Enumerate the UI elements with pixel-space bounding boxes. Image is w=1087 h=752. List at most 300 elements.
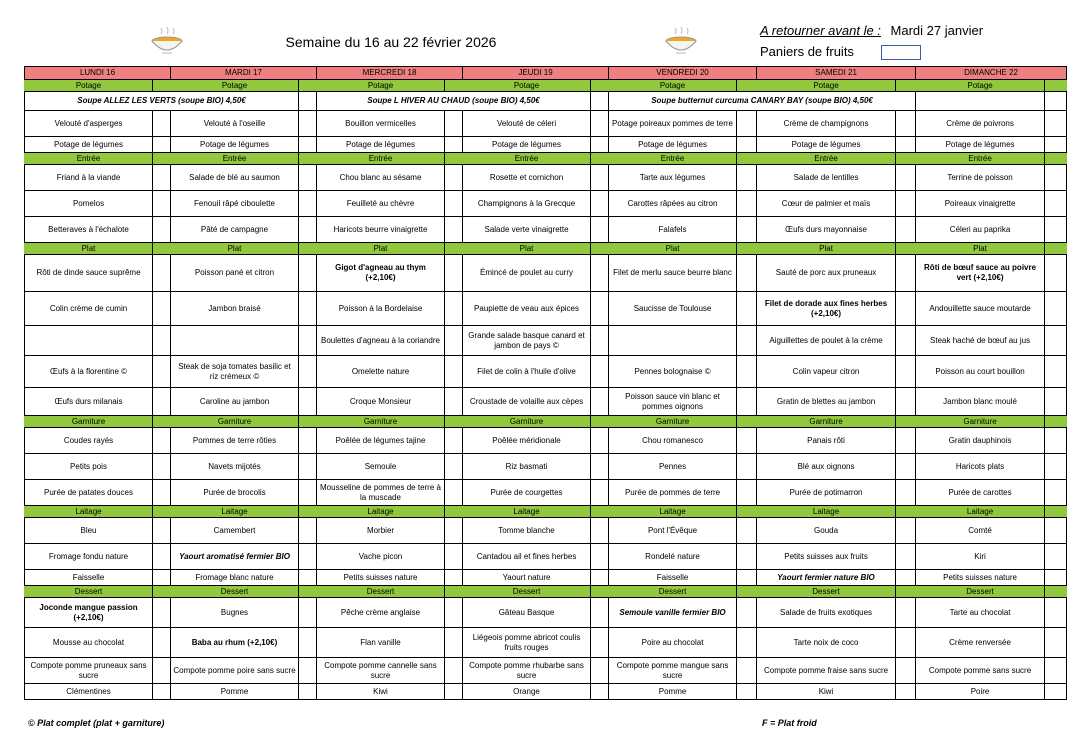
order-quantity-cell xyxy=(153,518,171,544)
section-header-row xyxy=(25,153,1067,165)
menu-item: Steak haché de bœuf au jus xyxy=(916,326,1045,356)
menu-item: Tarte au chocolat xyxy=(916,598,1045,628)
section-header-spacer xyxy=(299,416,317,428)
order-quantity-cell xyxy=(1045,356,1067,388)
menu-item: Pêche crème anglaise xyxy=(317,598,445,628)
section-header-row xyxy=(25,506,1067,518)
menu-item: Velouté à l'oseille xyxy=(171,111,299,137)
order-quantity-cell xyxy=(737,598,757,628)
order-quantity-cell xyxy=(591,111,609,137)
section-header-spacer xyxy=(445,153,463,165)
order-quantity-cell xyxy=(591,137,609,153)
order-quantity-cell xyxy=(591,480,609,506)
menu-item: Tomme blanche xyxy=(463,518,591,544)
order-quantity-cell xyxy=(1045,217,1067,243)
menu-item: Salade de blé au saumon xyxy=(171,165,299,191)
order-quantity-cell xyxy=(299,111,317,137)
order-quantity-cell xyxy=(591,165,609,191)
soup-of-week-row xyxy=(25,92,1067,111)
order-quantity-cell xyxy=(896,518,916,544)
order-quantity-cell xyxy=(737,570,757,586)
section-header-spacer xyxy=(153,586,171,598)
order-quantity-cell xyxy=(445,137,463,153)
order-quantity-cell xyxy=(896,628,916,658)
order-quantity-cell xyxy=(1045,544,1067,570)
menu-item: Compote pomme poire sans sucre xyxy=(171,658,299,684)
section-header-spacer xyxy=(1045,243,1067,255)
section-header: Entrée xyxy=(25,153,153,165)
menu-item: Betteraves à l'échalote xyxy=(25,217,153,243)
order-quantity-cell xyxy=(737,111,757,137)
section-header: Garniture xyxy=(609,416,737,428)
menu-item: Compote pomme pruneaux sans sucre xyxy=(25,658,153,684)
order-quantity-cell xyxy=(591,684,609,700)
order-quantity-cell xyxy=(896,292,916,326)
order-quantity-cell xyxy=(153,137,171,153)
order-quantity-cell xyxy=(445,454,463,480)
section-header-spacer xyxy=(591,586,609,598)
menu-item: Potage de légumes xyxy=(25,137,153,153)
menu-row xyxy=(25,356,1067,388)
menu-item: Gratin de blettes au jambon xyxy=(757,388,896,416)
order-quantity-cell xyxy=(737,356,757,388)
order-quantity-cell xyxy=(445,480,463,506)
order-quantity-cell xyxy=(445,191,463,217)
order-quantity-cell xyxy=(896,165,916,191)
soup-bowl-icon xyxy=(150,24,184,58)
menu-row xyxy=(25,217,1067,243)
menu-item xyxy=(25,326,153,356)
section-header-spacer xyxy=(445,586,463,598)
menu-item: Crème renversée xyxy=(916,628,1045,658)
order-quantity-cell xyxy=(1045,454,1067,480)
order-quantity-cell xyxy=(591,598,609,628)
section-header-spacer xyxy=(1045,416,1067,428)
order-quantity-cell xyxy=(591,356,609,388)
menu-item: Pomme xyxy=(171,684,299,700)
menu-item: Blé aux oignons xyxy=(757,454,896,480)
order-quantity-cell xyxy=(591,388,609,416)
menu-item: Poisson pané et citron xyxy=(171,255,299,292)
section-header-spacer xyxy=(153,506,171,518)
order-quantity-cell xyxy=(445,326,463,356)
order-quantity-cell xyxy=(299,598,317,628)
section-header: Garniture xyxy=(463,416,591,428)
menu-item: Croque Monsieur xyxy=(317,388,445,416)
menu-item: Paupiette de veau aux épices xyxy=(463,292,591,326)
order-quantity-cell xyxy=(896,111,916,137)
section-header: Plat xyxy=(609,243,737,255)
section-header: Garniture xyxy=(317,416,445,428)
order-quantity-cell xyxy=(153,326,171,356)
menu-row xyxy=(25,598,1067,628)
section-header: Entrée xyxy=(171,153,299,165)
section-header-spacer xyxy=(299,243,317,255)
order-quantity-cell xyxy=(153,570,171,586)
menu-item: Poêlée méridionale xyxy=(463,428,591,454)
menu-item: Yaourt fermier nature BIO xyxy=(757,570,896,586)
menu-item: Céleri au paprika xyxy=(916,217,1045,243)
order-quantity-cell xyxy=(153,544,171,570)
order-quantity-cell xyxy=(896,137,916,153)
order-quantity-cell xyxy=(153,388,171,416)
order-quantity-cell xyxy=(299,92,317,111)
order-quantity-cell xyxy=(737,518,757,544)
section-header-spacer xyxy=(153,80,171,92)
menu-item: Bleu xyxy=(25,518,153,544)
menu-item: Salade de lentilles xyxy=(757,165,896,191)
order-quantity-cell xyxy=(737,658,757,684)
section-header-spacer xyxy=(591,506,609,518)
menu-item: Yaourt nature xyxy=(463,570,591,586)
menu-item: Haricots plats xyxy=(916,454,1045,480)
menu-item: Camembert xyxy=(171,518,299,544)
menu-item: Poisson sauce vin blanc et pommes oignons xyxy=(609,388,737,416)
menu-row xyxy=(25,326,1067,356)
menu-item: Croustade de volaille aux cèpes xyxy=(463,388,591,416)
menu-item: Jambon blanc moulé xyxy=(916,388,1045,416)
section-header: Plat xyxy=(317,243,445,255)
menu-row xyxy=(25,518,1067,544)
menu-item: Rosette et cornichon xyxy=(463,165,591,191)
order-quantity-cell xyxy=(299,191,317,217)
menu-item: Purée de patates douces xyxy=(25,480,153,506)
section-header-spacer xyxy=(299,506,317,518)
section-header: Potage xyxy=(171,80,299,92)
order-quantity-cell xyxy=(591,544,609,570)
menu-item: Rondelé nature xyxy=(609,544,737,570)
menu-item: Filet de merlu sauce beurre blanc xyxy=(609,255,737,292)
section-header-spacer xyxy=(737,586,757,598)
order-quantity-cell xyxy=(737,628,757,658)
order-quantity-cell xyxy=(896,326,916,356)
order-quantity-cell xyxy=(153,111,171,137)
section-header: Laitage xyxy=(757,506,896,518)
order-quantity-cell xyxy=(1045,292,1067,326)
menu-item: Colin vapeur citron xyxy=(757,356,896,388)
menu-item: Compote pomme mangue sans sucre xyxy=(609,658,737,684)
order-quantity-cell xyxy=(445,544,463,570)
order-quantity-cell xyxy=(591,628,609,658)
menu-row xyxy=(25,480,1067,506)
section-header: Dessert xyxy=(757,586,896,598)
order-quantity-cell xyxy=(1045,111,1067,137)
menu-item: Gouda xyxy=(757,518,896,544)
section-header: Laitage xyxy=(463,506,591,518)
section-header-row xyxy=(25,586,1067,598)
section-header-spacer xyxy=(896,416,916,428)
menu-item: Cœur de palmier et maïs xyxy=(757,191,896,217)
order-quantity-cell xyxy=(1045,598,1067,628)
menu-item: Andouillette sauce moutarde xyxy=(916,292,1045,326)
section-header-spacer xyxy=(299,80,317,92)
order-quantity-cell xyxy=(896,544,916,570)
section-header: Plat xyxy=(463,243,591,255)
order-quantity-cell xyxy=(591,191,609,217)
day-header-row xyxy=(25,67,1067,80)
section-header: Potage xyxy=(463,80,591,92)
section-header: Dessert xyxy=(171,586,299,598)
section-header: Potage xyxy=(916,80,1045,92)
menu-row xyxy=(25,111,1067,137)
section-header: Potage xyxy=(757,80,896,92)
menu-row xyxy=(25,570,1067,586)
order-quantity-cell xyxy=(591,255,609,292)
menu-item: Comté xyxy=(916,518,1045,544)
menu-item: Kiwi xyxy=(317,684,445,700)
menu-item: Petits pois xyxy=(25,454,153,480)
order-quantity-cell xyxy=(737,684,757,700)
menu-row xyxy=(25,292,1067,326)
day-header: JEUDI 19 xyxy=(463,67,609,80)
order-quantity-cell xyxy=(591,217,609,243)
menu-item: Tarte noix de coco xyxy=(757,628,896,658)
section-header-spacer xyxy=(299,586,317,598)
menu-item: Purée de pommes de terre xyxy=(609,480,737,506)
menu-item: Bugnes xyxy=(171,598,299,628)
menu-item: Potage de légumes xyxy=(171,137,299,153)
day-header: MERCREDI 18 xyxy=(317,67,463,80)
order-quantity-cell xyxy=(896,658,916,684)
menu-item: Haricots beurre vinaigrette xyxy=(317,217,445,243)
order-quantity-cell xyxy=(896,356,916,388)
menu-item: Crème de champignons xyxy=(757,111,896,137)
section-header-spacer xyxy=(896,506,916,518)
fruit-baskets-label: Paniers de fruits xyxy=(760,44,854,59)
menu-item: Grande salade basque canard et jambon de pays © xyxy=(463,326,591,356)
order-quantity-cell xyxy=(445,570,463,586)
section-header: Garniture xyxy=(171,416,299,428)
menu-item: Crème de poivrons xyxy=(916,111,1045,137)
order-quantity-cell xyxy=(737,388,757,416)
menu-item: Pommes de terre rôties xyxy=(171,428,299,454)
section-header-spacer xyxy=(591,243,609,255)
section-header: Laitage xyxy=(609,506,737,518)
section-header-row xyxy=(25,80,1067,92)
menu-item: Mousse au chocolat xyxy=(25,628,153,658)
day-header: SAMEDI 21 xyxy=(757,67,916,80)
order-quantity-cell xyxy=(445,165,463,191)
order-quantity-cell xyxy=(737,217,757,243)
order-quantity-cell xyxy=(591,454,609,480)
order-quantity-cell xyxy=(299,454,317,480)
order-quantity-cell xyxy=(299,356,317,388)
section-header-spacer xyxy=(896,586,916,598)
menu-item: Pâté de campagne xyxy=(171,217,299,243)
order-quantity-cell xyxy=(445,388,463,416)
menu-item: Aiguillettes de poulet à la crème xyxy=(757,326,896,356)
section-header: Laitage xyxy=(317,506,445,518)
menu-item: Salade verte vinaigrette xyxy=(463,217,591,243)
section-header-spacer xyxy=(591,80,609,92)
menu-item: Navets mijotés xyxy=(171,454,299,480)
menu-item: Potage de légumes xyxy=(317,137,445,153)
order-quantity-cell xyxy=(591,658,609,684)
menu-row xyxy=(25,658,1067,684)
menu-item: Poisson au court bouillon xyxy=(916,356,1045,388)
menu-item: Gigot d'agneau au thym (+2,10€) xyxy=(317,255,445,292)
menu-item: Faisselle xyxy=(25,570,153,586)
order-quantity-cell xyxy=(896,191,916,217)
section-header: Plat xyxy=(171,243,299,255)
menu-item: Vache picon xyxy=(317,544,445,570)
order-quantity-cell xyxy=(896,570,916,586)
menu-item: Champignons à la Grecque xyxy=(463,191,591,217)
menu-item: Colin crème de cumin xyxy=(25,292,153,326)
section-header-spacer xyxy=(737,506,757,518)
return-date: Mardi 27 janvier xyxy=(890,23,984,38)
section-header: Potage xyxy=(317,80,445,92)
order-quantity-cell xyxy=(737,255,757,292)
order-quantity-cell xyxy=(1045,658,1067,684)
menu-item: Œufs durs mayonnaise xyxy=(757,217,896,243)
menu-item: Salade de fruits exotiques xyxy=(757,598,896,628)
order-quantity-cell xyxy=(299,388,317,416)
menu-item: Kiwi xyxy=(757,684,896,700)
order-quantity-cell xyxy=(737,544,757,570)
menu-item: Pomelos xyxy=(25,191,153,217)
order-quantity-cell xyxy=(737,454,757,480)
menu-row xyxy=(25,454,1067,480)
order-quantity-cell xyxy=(737,480,757,506)
menu-item: Carottes râpées au citron xyxy=(609,191,737,217)
section-header: Laitage xyxy=(25,506,153,518)
menu-item: Coudes rayés xyxy=(25,428,153,454)
order-quantity-cell xyxy=(445,684,463,700)
section-header: Plat xyxy=(757,243,896,255)
section-header-spacer xyxy=(1045,586,1067,598)
menu-item xyxy=(609,326,737,356)
order-quantity-cell xyxy=(153,165,171,191)
menu-item: Semoule xyxy=(317,454,445,480)
order-quantity-cell xyxy=(445,658,463,684)
order-quantity-cell xyxy=(737,326,757,356)
order-quantity-cell xyxy=(153,658,171,684)
order-quantity-cell xyxy=(153,356,171,388)
section-header-spacer xyxy=(1045,80,1067,92)
menu-item: Filet de dorade aux fines herbes (+2,10€) xyxy=(757,292,896,326)
order-quantity-cell xyxy=(299,165,317,191)
menu-item: Riz basmati xyxy=(463,454,591,480)
section-header-spacer xyxy=(737,416,757,428)
menu-item: Caroline au jambon xyxy=(171,388,299,416)
order-quantity-cell xyxy=(153,598,171,628)
menu-row xyxy=(25,165,1067,191)
menu-row xyxy=(25,628,1067,658)
order-quantity-cell xyxy=(1045,480,1067,506)
section-header: Laitage xyxy=(916,506,1045,518)
order-quantity-cell xyxy=(445,428,463,454)
order-quantity-cell xyxy=(445,255,463,292)
order-quantity-cell xyxy=(299,255,317,292)
section-header: Entrée xyxy=(916,153,1045,165)
menu-row xyxy=(25,388,1067,416)
section-header-spacer xyxy=(737,153,757,165)
menu-item: Baba au rhum (+2,10€) xyxy=(171,628,299,658)
menu-item: Purée de potimarron xyxy=(757,480,896,506)
section-header: Garniture xyxy=(25,416,153,428)
menu-item: Chou romanesco xyxy=(609,428,737,454)
section-header-spacer xyxy=(445,506,463,518)
menu-item: Potage de légumes xyxy=(916,137,1045,153)
section-header: Dessert xyxy=(463,586,591,598)
menu-item: Kiri xyxy=(916,544,1045,570)
legend-cold-dish: F = Plat froid xyxy=(762,718,817,728)
section-header: Laitage xyxy=(171,506,299,518)
menu-item: Chou blanc au sésame xyxy=(317,165,445,191)
menu-item: Steak de soja tomates basilic et riz crémeux © xyxy=(171,356,299,388)
order-quantity-cell xyxy=(445,292,463,326)
order-quantity-cell xyxy=(916,92,1045,111)
menu-item: Flan vanille xyxy=(317,628,445,658)
order-quantity-cell xyxy=(153,428,171,454)
section-header: Garniture xyxy=(757,416,896,428)
menu-item: Poire xyxy=(916,684,1045,700)
menu-item: Yaourt aromatisé fermier BIO xyxy=(171,544,299,570)
order-quantity-cell xyxy=(591,518,609,544)
order-quantity-cell xyxy=(153,684,171,700)
menu-item: Rôti de bœuf sauce au poivre vert (+2,10€) xyxy=(916,255,1045,292)
section-header-row xyxy=(25,416,1067,428)
order-quantity-cell xyxy=(153,191,171,217)
order-quantity-cell xyxy=(153,628,171,658)
order-quantity-cell xyxy=(1045,165,1067,191)
order-quantity-cell xyxy=(299,428,317,454)
menu-row xyxy=(25,684,1067,700)
order-quantity-cell xyxy=(591,92,609,111)
menu-item xyxy=(171,326,299,356)
order-quantity-cell xyxy=(591,326,609,356)
fruit-baskets-quantity-box[interactable] xyxy=(881,45,921,60)
menu-item: Pennes xyxy=(609,454,737,480)
day-header: LUNDI 16 xyxy=(25,67,171,80)
menu-item: Gratin dauphinois xyxy=(916,428,1045,454)
order-quantity-cell xyxy=(1045,92,1067,111)
menu-item: Purée de courgettes xyxy=(463,480,591,506)
menu-item: Rôti de dinde sauce suprême xyxy=(25,255,153,292)
return-label: A retourner avant le : xyxy=(760,23,881,38)
menu-item: Mousseline de pommes de terre à la muscade xyxy=(317,480,445,506)
menu-item: Potage poireaux pommes de terre xyxy=(609,111,737,137)
menu-item: Velouté d'asperges xyxy=(25,111,153,137)
menu-item: Pont l'Évêque xyxy=(609,518,737,544)
section-header: Plat xyxy=(916,243,1045,255)
section-header-spacer xyxy=(896,243,916,255)
order-quantity-cell xyxy=(299,292,317,326)
order-quantity-cell xyxy=(896,480,916,506)
section-header-spacer xyxy=(737,243,757,255)
day-header: MARDI 17 xyxy=(171,67,317,80)
menu-item: Poire au chocolat xyxy=(609,628,737,658)
section-header-row xyxy=(25,243,1067,255)
week-title: Semaine du 16 au 22 février 2026 xyxy=(285,34,497,50)
menu-item: Potage de légumes xyxy=(609,137,737,153)
order-quantity-cell xyxy=(591,428,609,454)
section-header: Entrée xyxy=(317,153,445,165)
menu-item: Compote pomme sans sucre xyxy=(916,658,1045,684)
menu-item: Petits suisses nature xyxy=(916,570,1045,586)
order-quantity-cell xyxy=(299,217,317,243)
section-header-spacer xyxy=(1045,153,1067,165)
menu-item: Clémentines xyxy=(25,684,153,700)
order-quantity-cell xyxy=(896,217,916,243)
soup-bowl-icon xyxy=(664,24,698,58)
section-header: Potage xyxy=(25,80,153,92)
menu-item: Omelette nature xyxy=(317,356,445,388)
order-quantity-cell xyxy=(591,570,609,586)
order-quantity-cell xyxy=(896,684,916,700)
section-header-spacer xyxy=(896,153,916,165)
